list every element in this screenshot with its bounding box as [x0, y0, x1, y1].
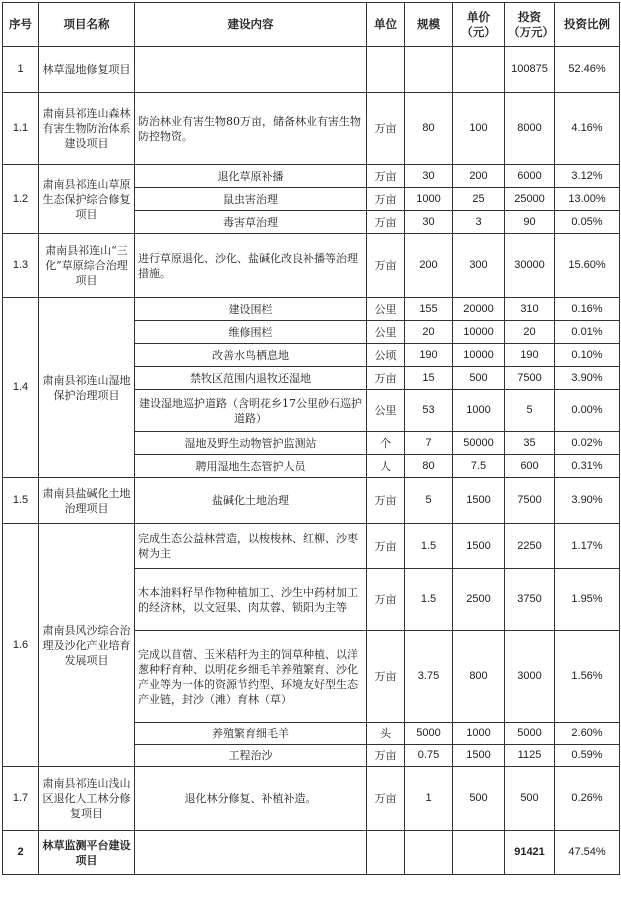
- cell-price: 800: [453, 631, 505, 723]
- cell-price: 10000: [453, 321, 505, 344]
- cell-price: 500: [453, 767, 505, 831]
- cell-name: 肃南县祁连山草原生态保护综合修复项目: [39, 165, 135, 234]
- cell-unit: 头: [367, 723, 405, 745]
- cell-price: 1000: [453, 723, 505, 745]
- cell-price: 1500: [453, 745, 505, 767]
- cell-invest: 8000: [505, 93, 555, 165]
- cell-invest: 600: [505, 455, 555, 478]
- cell-seq: 2: [3, 831, 39, 875]
- cell-ratio: 0.01%: [555, 321, 620, 344]
- cell-unit: 万亩: [367, 767, 405, 831]
- cell-scale: 3.75: [405, 631, 453, 723]
- cell-scale: 155: [405, 298, 453, 321]
- cell-ratio: 0.31%: [555, 455, 620, 478]
- cell-invest: 25000: [505, 188, 555, 211]
- cell-invest: 500: [505, 767, 555, 831]
- cell-content: 湿地及野生动物管护监测站: [135, 432, 367, 455]
- header-price: 单价（元）: [453, 3, 505, 47]
- cell-content: 完成以苜蓿、玉米秸秆为主的饲草种植、以洋葱种籽育种、以明花乡细毛羊养殖繁育、沙化产业等为一体的资源节约型、环境友好型生态产业链，封沙（滩）育林（草）: [135, 631, 367, 723]
- cell-content: 完成生态公益林营造，以梭梭林、红柳、沙枣树为主: [135, 524, 367, 569]
- cell-invest: 7500: [505, 367, 555, 390]
- cell-content: 禁牧区范围内退牧还湿地: [135, 367, 367, 390]
- header-row: [3, 3, 620, 47]
- cell-content: 退化草原补播: [135, 165, 367, 188]
- cell-invest: 91421: [505, 831, 555, 875]
- table-row: [3, 478, 620, 524]
- cell-ratio: 0.10%: [555, 344, 620, 367]
- cell-content: 防治林业有害生物80万亩，储备林业有害生物防控物资。: [135, 93, 367, 165]
- cell-invest: 35: [505, 432, 555, 455]
- cell-ratio: 3.90%: [555, 478, 620, 524]
- header-ratio: 投资比例: [555, 3, 620, 47]
- cell-content: 建设围栏: [135, 298, 367, 321]
- cell-content: 维修围栏: [135, 321, 367, 344]
- cell-invest: 310: [505, 298, 555, 321]
- cell-scale: 80: [405, 93, 453, 165]
- table-row: [3, 524, 620, 569]
- cell-name: 肃南县祁连山森林有害生物防治体系建设项目: [39, 93, 135, 165]
- cell-price: 300: [453, 234, 505, 298]
- header-scale: 规模: [405, 3, 453, 47]
- cell-content: 木本油料籽旱作物种植加工、沙生中药材加工的经济林，以文冠果、肉苁蓉、锁阳为主等: [135, 569, 367, 631]
- cell-content: 工程治沙: [135, 745, 367, 767]
- table-row: [3, 831, 620, 875]
- cell-unit: 公里: [367, 298, 405, 321]
- cell-seq: 1.1: [3, 93, 39, 165]
- cell-unit: 万亩: [367, 745, 405, 767]
- cell-unit: 万亩: [367, 524, 405, 569]
- table-row: [3, 767, 620, 831]
- cell-unit: 个: [367, 432, 405, 455]
- cell-seq: 1: [3, 47, 39, 93]
- cell-ratio: 2.60%: [555, 723, 620, 745]
- cell-name: 肃南县风沙综合治理及沙化产业培育发展项目: [39, 524, 135, 767]
- cell-price: 1500: [453, 478, 505, 524]
- cell-scale: 190: [405, 344, 453, 367]
- cell-name: 林草监测平台建设项目: [39, 831, 135, 875]
- cell-scale: 30: [405, 211, 453, 234]
- cell-content: 毒害草治理: [135, 211, 367, 234]
- cell-invest: 7500: [505, 478, 555, 524]
- cell-invest: 3000: [505, 631, 555, 723]
- cell-ratio: 4.16%: [555, 93, 620, 165]
- cell-scale: 200: [405, 234, 453, 298]
- cell-ratio: 47.54%: [555, 831, 620, 875]
- cell-ratio: 0.16%: [555, 298, 620, 321]
- cell-seq: 1.3: [3, 234, 39, 298]
- cell-invest: 20: [505, 321, 555, 344]
- header-content: 建设内容: [135, 3, 367, 47]
- cell-ratio: 52.46%: [555, 47, 620, 93]
- header-seq: 序号: [3, 3, 39, 47]
- cell-ratio: 1.95%: [555, 569, 620, 631]
- cell-scale: [405, 47, 453, 93]
- cell-scale: 53: [405, 390, 453, 432]
- cell-price: [453, 47, 505, 93]
- header-name: 项目名称: [39, 3, 135, 47]
- cell-ratio: 1.17%: [555, 524, 620, 569]
- cell-price: 1500: [453, 524, 505, 569]
- cell-content: 盐碱化土地治理: [135, 478, 367, 524]
- cell-price: 25: [453, 188, 505, 211]
- cell-invest: 5: [505, 390, 555, 432]
- cell-name: 肃南县祁连山浅山区退化人工林分修复项目: [39, 767, 135, 831]
- cell-unit: 万亩: [367, 211, 405, 234]
- cell-invest: 3750: [505, 569, 555, 631]
- table-row: [3, 298, 620, 321]
- cell-ratio: 0.26%: [555, 767, 620, 831]
- cell-unit: 万亩: [367, 569, 405, 631]
- cell-price: 2500: [453, 569, 505, 631]
- cell-price: 100: [453, 93, 505, 165]
- cell-scale: 7: [405, 432, 453, 455]
- cell-name: 林草湿地修复项目: [39, 47, 135, 93]
- cell-content: 养殖繁育细毛羊: [135, 723, 367, 745]
- cell-invest: 2250: [505, 524, 555, 569]
- cell-invest: 5000: [505, 723, 555, 745]
- cell-name: 肃南县盐碱化土地治理项目: [39, 478, 135, 524]
- cell-ratio: 0.00%: [555, 390, 620, 432]
- table-row: [3, 47, 620, 93]
- investment-table: [2, 2, 620, 875]
- cell-unit: 万亩: [367, 234, 405, 298]
- cell-unit: [367, 831, 405, 875]
- cell-price: 7.5: [453, 455, 505, 478]
- cell-price: 50000: [453, 432, 505, 455]
- cell-unit: 万亩: [367, 165, 405, 188]
- cell-unit: 人: [367, 455, 405, 478]
- cell-scale: 80: [405, 455, 453, 478]
- cell-unit: 公顷: [367, 344, 405, 367]
- cell-seq: 1.2: [3, 165, 39, 234]
- cell-ratio: 13.00%: [555, 188, 620, 211]
- cell-price: 500: [453, 367, 505, 390]
- table-row: [3, 93, 620, 165]
- cell-scale: 15: [405, 367, 453, 390]
- cell-scale: [405, 831, 453, 875]
- cell-price: 20000: [453, 298, 505, 321]
- cell-ratio: 3.12%: [555, 165, 620, 188]
- cell-scale: 20: [405, 321, 453, 344]
- cell-ratio: 3.90%: [555, 367, 620, 390]
- cell-scale: 5: [405, 478, 453, 524]
- cell-seq: 1.4: [3, 298, 39, 478]
- cell-name: 肃南县祁连山“三化”草原综合治理项目: [39, 234, 135, 298]
- cell-seq: 1.7: [3, 767, 39, 831]
- cell-price: 3: [453, 211, 505, 234]
- cell-unit: 公里: [367, 321, 405, 344]
- cell-scale: 5000: [405, 723, 453, 745]
- cell-price: [453, 831, 505, 875]
- cell-unit: [367, 47, 405, 93]
- cell-invest: 190: [505, 344, 555, 367]
- cell-content: [135, 831, 367, 875]
- cell-content: 退化林分修复、补植补造。: [135, 767, 367, 831]
- cell-unit: 公里: [367, 390, 405, 432]
- cell-seq: 1.5: [3, 478, 39, 524]
- cell-price: 1000: [453, 390, 505, 432]
- cell-price: 200: [453, 165, 505, 188]
- cell-ratio: 0.59%: [555, 745, 620, 767]
- cell-unit: 万亩: [367, 188, 405, 211]
- cell-unit: 万亩: [367, 93, 405, 165]
- cell-invest: 90: [505, 211, 555, 234]
- table-row: [3, 165, 620, 188]
- cell-invest: 6000: [505, 165, 555, 188]
- cell-invest: 30000: [505, 234, 555, 298]
- header-invest: 投资（万元）: [505, 3, 555, 47]
- cell-ratio: 1.56%: [555, 631, 620, 723]
- cell-scale: 1: [405, 767, 453, 831]
- cell-ratio: 0.05%: [555, 211, 620, 234]
- cell-content: 鼠虫害治理: [135, 188, 367, 211]
- table-row: [3, 234, 620, 298]
- cell-price: 10000: [453, 344, 505, 367]
- cell-invest: 100875: [505, 47, 555, 93]
- cell-unit: 万亩: [367, 478, 405, 524]
- cell-content: 聘用湿地生态管护人员: [135, 455, 367, 478]
- cell-invest: 1125: [505, 745, 555, 767]
- cell-ratio: 0.02%: [555, 432, 620, 455]
- cell-content: 建设湿地巡护道路（含明花乡17公里砂石巡护道路）: [135, 390, 367, 432]
- header-unit: 单位: [367, 3, 405, 47]
- cell-scale: 1.5: [405, 569, 453, 631]
- cell-unit: 万亩: [367, 367, 405, 390]
- cell-content: [135, 47, 367, 93]
- cell-unit: 万亩: [367, 631, 405, 723]
- cell-name: 肃南县祁连山湿地保护治理项目: [39, 298, 135, 478]
- cell-seq: 1.6: [3, 524, 39, 767]
- cell-content: 改善水鸟栖息地: [135, 344, 367, 367]
- cell-content: 进行草原退化、沙化、盐碱化改良补播等治理措施。: [135, 234, 367, 298]
- cell-scale: 0.75: [405, 745, 453, 767]
- cell-ratio: 15.60%: [555, 234, 620, 298]
- cell-scale: 30: [405, 165, 453, 188]
- cell-scale: 1.5: [405, 524, 453, 569]
- cell-scale: 1000: [405, 188, 453, 211]
